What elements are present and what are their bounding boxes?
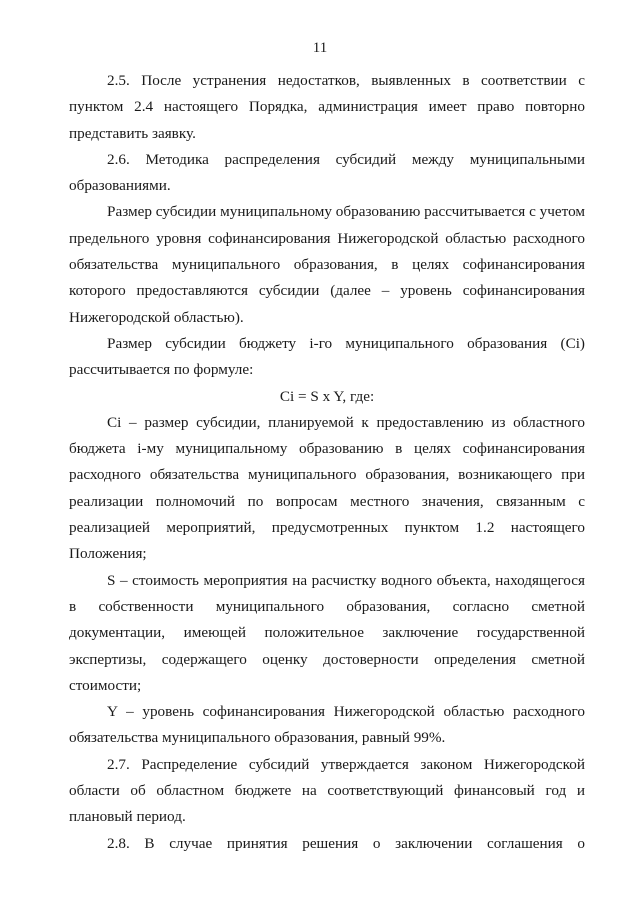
- paragraph-y-definition: Y – уровень софинансирования Нижегородской областью расходного обязательства муниципального образования, равный 99%.: [69, 703, 585, 747]
- formula: Ci = S x Y, где:: [279, 387, 375, 405]
- paragraph-2-8: 2.8. В случае принятия решения о заключении соглашения о: [107, 834, 585, 852]
- paragraph-2-7: 2.7. Распределение субсидий утверждается законом Нижегородской области об областном бюджете на соответствующий финансовый год и плановый период.: [69, 755, 585, 826]
- document-body: [69, 68, 585, 857]
- paragraph-2-6: 2.6. Методика распределения субсидий между муниципальными образованиями.: [69, 150, 585, 195]
- paragraph-s-definition: S – стоимость мероприятия на расчистку водного объекта, находящегося в собственности муниципального образования, согласно сметной документации, имеющей положительное заключение государственной экспертизы, содержащего оценку достоверности определения сметной стоимости;: [69, 571, 585, 694]
- paragraph-formula-intro: Размер субсидии бюджету i-го муниципального образования (Ci) рассчитывается по формуле:: [69, 334, 585, 379]
- page-number: 11: [312, 40, 328, 56]
- paragraph-2-5: 2.5. После устранения недостатков, выявленных в соответствии с пунктом 2.4 настоящего Порядка, администрация имеет право повторно представить заявку.: [69, 72, 585, 142]
- paragraph-ci-definition: Ci – размер субсидии, планируемой к предоставлению из областного бюджета i-му муниципальному образованию в целях софинансирования расходного обязательства муниципального образования, возникающего при реализации полномочий по вопросам местного значения, связанным с реализацией мероприятий, предусмотренных пунктом 1.2 настоящего Положения;: [69, 413, 585, 563]
- paragraph-subsidy-size: Размер субсидии муниципальному образованию рассчитывается с учетом предельного уровня софинансирования Нижегородской областью расходного обязательства муниципального образования, в целях софинансирования которого предоставляются субсидии (далее – уровень софинансирования Нижегородской областью).: [69, 203, 585, 326]
